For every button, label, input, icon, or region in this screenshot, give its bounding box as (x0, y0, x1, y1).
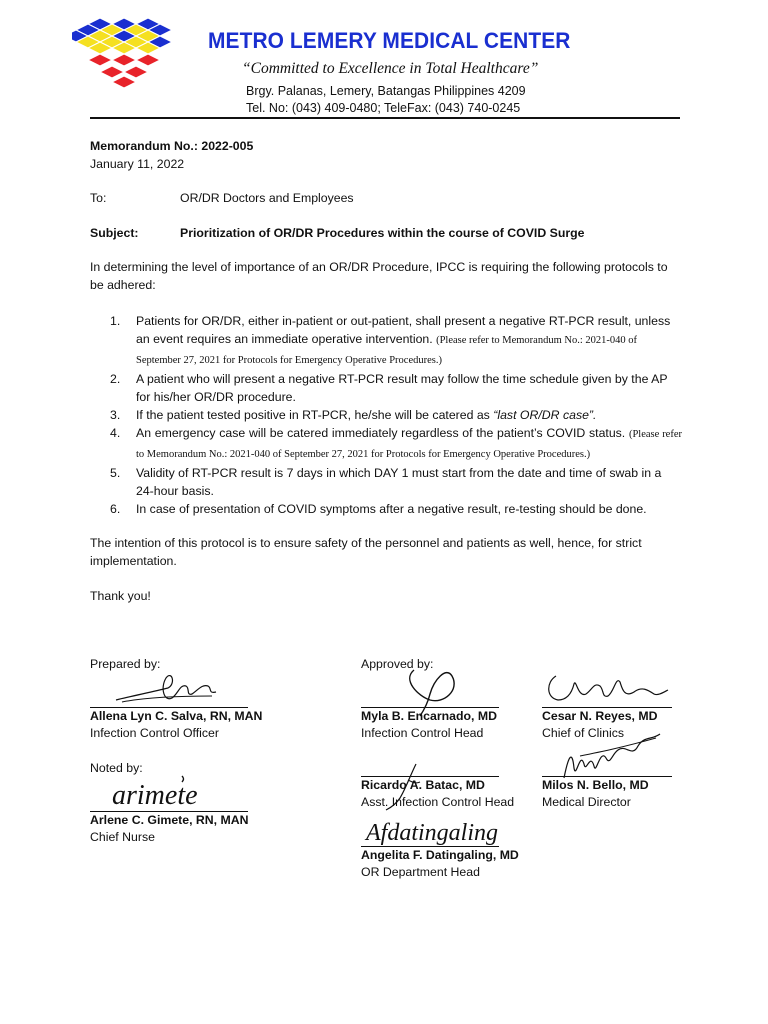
list-item-text: Patients for OR/DR, either in-patient or out-patient, shall present a negative RT-PCR result, unless an event requires an immediate operative intervention. (136, 314, 671, 346)
signatory-name: Allena Lyn C. Salva, RN, MAN (90, 709, 263, 723)
subject-label: Subject: (90, 226, 139, 240)
list-item-text: An emergency case will be catered immediately regardless of the patient’s COVID status. (136, 426, 626, 440)
list-item-text: A patient who will present a negative RT-PCR result may follow the time schedule given by the AP for his/her OR/DR procedure. (136, 372, 668, 404)
list-item (110, 370, 682, 406)
signatory-title: Chief of Clinics (542, 726, 625, 740)
list-item (110, 464, 682, 500)
signatory-title: Infection Control Head (361, 726, 484, 740)
organization-telephone: Tel. No: (043) 409-0480; TeleFax: (043) 740-0245 (246, 101, 521, 115)
list-item-number: 2. (110, 372, 121, 386)
list-item-number: 4. (110, 426, 121, 440)
list-item-number: 1. (110, 314, 121, 328)
list-item-text: In case of presentation of COVID symptoms after a negative result, re-testing should be done. (136, 502, 647, 516)
signatory-title: Infection Control Officer (90, 726, 219, 740)
list-item (110, 424, 682, 464)
signatory-name: Cesar N. Reyes, MD (542, 709, 658, 723)
intro-paragraph: In determining the level of importance of an OR/DR Procedure, IPCC is requiring the following protocols to be adhered: (90, 260, 668, 292)
signature-line (542, 707, 672, 708)
list-item-number: 5. (110, 466, 121, 480)
memo-date: January 11, 2022 (90, 157, 185, 171)
signature-line (361, 776, 499, 777)
closing-paragraph: The intention of this protocol is to ensure safety of the personnel and patients as well, hence, for strict implementation. (90, 536, 642, 568)
signatory-title: Chief Nurse (90, 830, 155, 844)
list-item-quote: “last OR/DR case”. (493, 408, 597, 422)
to-label: To: (90, 191, 107, 205)
signature-line (361, 707, 499, 708)
signatory-name: Arlene C. Gimete, RN, MAN (90, 813, 249, 827)
list-item-reference: (Please refer to Memorandum No.: 2021-040 of September 27, 2021 for Protocols for Emergency Operative Procedures.) (136, 335, 637, 366)
list-item-reference: (Please refer to Memorandum No.: 2021-040 of September 27, 2021 for Protocols for Emergency Operative Procedures.) (136, 429, 683, 460)
header-divider (90, 117, 680, 119)
signature-line (90, 707, 248, 708)
list-item (110, 500, 682, 518)
handwritten-lettering: Afdatingaling (366, 820, 498, 846)
signatory-name: Ricardo A. Batac, MD (361, 778, 485, 792)
list-item (110, 312, 682, 370)
list-item-text: If the patient tested positive in RT-PCR, he/she will be catered as (136, 408, 490, 422)
list-item-number: 3. (110, 408, 121, 422)
thanks-line: Thank you! (90, 589, 151, 603)
signatory-name: Myla B. Encarnado, MD (361, 709, 497, 723)
protocol-list (110, 312, 682, 518)
signatory-title: Asst. Infection Control Head (361, 795, 515, 809)
list-item-number: 6. (110, 502, 121, 516)
signature-line (361, 846, 499, 847)
prepared-by-label: Prepared by: (90, 657, 161, 671)
signatory-name: Angelita F. Datingaling, MD (361, 848, 519, 862)
list-item-text: Validity of RT-PCR result is 7 days in which DAY 1 must start from the date and time of swab in a 24-hour basis. (136, 466, 662, 498)
signature-scribble (542, 668, 672, 708)
to-recipients: OR/DR Doctors and Employees (180, 191, 354, 205)
diamond-lattice-logo (72, 16, 172, 88)
approved-by-label: Approved by: (361, 657, 434, 671)
signature-scribble (112, 662, 222, 708)
organization-tagline: “Committed to Excellence in Total Healthcare” (242, 60, 539, 77)
memo-number: Memorandum No.: 2022-005 (90, 139, 254, 153)
signature-line (90, 811, 248, 812)
signatory-title: OR Department Head (361, 865, 480, 879)
handwritten-lettering: arimete (112, 780, 198, 811)
handwritten-signature (108, 770, 218, 814)
subject-text: Prioritization of OR/DR Procedures within the course of COVID Surge (180, 226, 585, 240)
signature-line (542, 776, 672, 777)
organization-name: METRO LEMERY MEDICAL CENTER (208, 28, 571, 53)
signatory-title: Medical Director (542, 795, 631, 809)
organization-address: Brgy. Palanas, Lemery, Batangas Philippines 4209 (246, 84, 526, 98)
list-item (110, 406, 682, 424)
noted-by-label: Noted by: (90, 761, 143, 775)
signatory-name: Milos N. Bello, MD (542, 778, 649, 792)
